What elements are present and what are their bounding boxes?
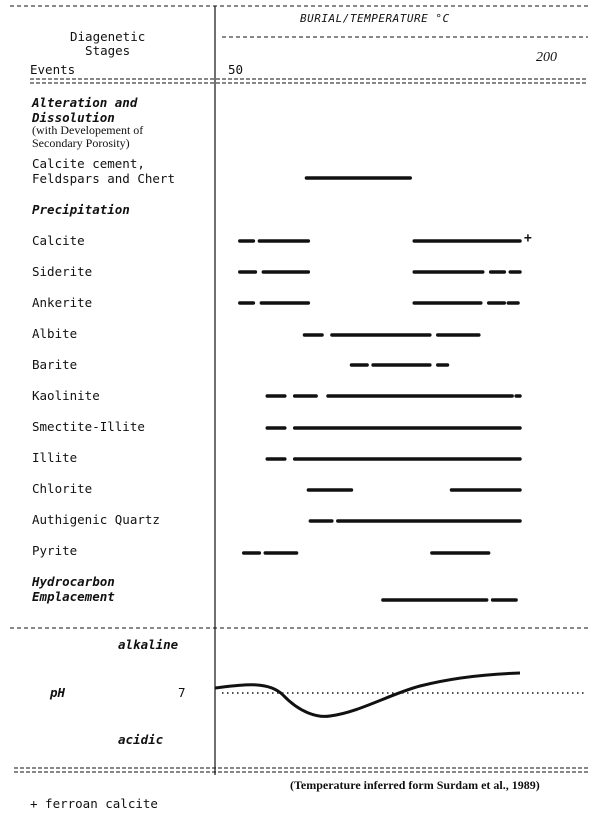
ph-label: pH bbox=[50, 685, 66, 700]
ph-curve bbox=[215, 673, 520, 716]
event-label-albite: Albite bbox=[32, 326, 78, 341]
diagenetic-stages-label: Diagenetic Stages bbox=[70, 29, 146, 58]
ferroan-calcite-marker: + bbox=[524, 231, 532, 246]
event-label-calcite: Calcite bbox=[32, 233, 85, 248]
hydrocarbon-title: Hydrocarbon Emplacement bbox=[32, 574, 115, 604]
ph-neutral-value: 7 bbox=[178, 685, 186, 700]
event-label-ankerite: Ankerite bbox=[32, 295, 93, 310]
alteration-subtitle: (with Developement of Secondary Porosity) bbox=[32, 123, 144, 150]
burial-temperature-title: BURIAL/TEMPERATURE °C bbox=[300, 12, 450, 25]
event-label-chlorite: Chlorite bbox=[32, 481, 93, 496]
event-label-pyrite: Pyrite bbox=[32, 543, 78, 558]
event-label-smectite-illite: Smectite-Illite bbox=[32, 419, 145, 434]
event-label-barite: Barite bbox=[32, 357, 78, 372]
event-label-siderite: Siderite bbox=[32, 264, 93, 279]
events-label: Events bbox=[30, 62, 76, 77]
event-label-illite: Illite bbox=[32, 450, 78, 465]
acidic-label: acidic bbox=[118, 732, 164, 747]
event-label-kaolinite: Kaolinite bbox=[32, 388, 100, 403]
event-bars bbox=[240, 178, 520, 600]
alteration-item-label: Calcite cement, Feldspars and Chert bbox=[32, 156, 175, 186]
event-label-authigenic-quartz: Authigenic Quartz bbox=[32, 512, 160, 527]
footnote-ferroan-calcite: + ferroan calcite bbox=[30, 796, 158, 811]
citation-note: (Temperature inferred form Surdam et al., 1989) bbox=[290, 778, 540, 792]
alteration-title: Alteration and Dissolution bbox=[32, 95, 138, 125]
alkaline-label: alkaline bbox=[118, 637, 179, 652]
precipitation-title: Precipitation bbox=[32, 202, 130, 217]
temp-end-label: 200 bbox=[536, 50, 557, 65]
temp-start-label: 50 bbox=[228, 62, 244, 77]
